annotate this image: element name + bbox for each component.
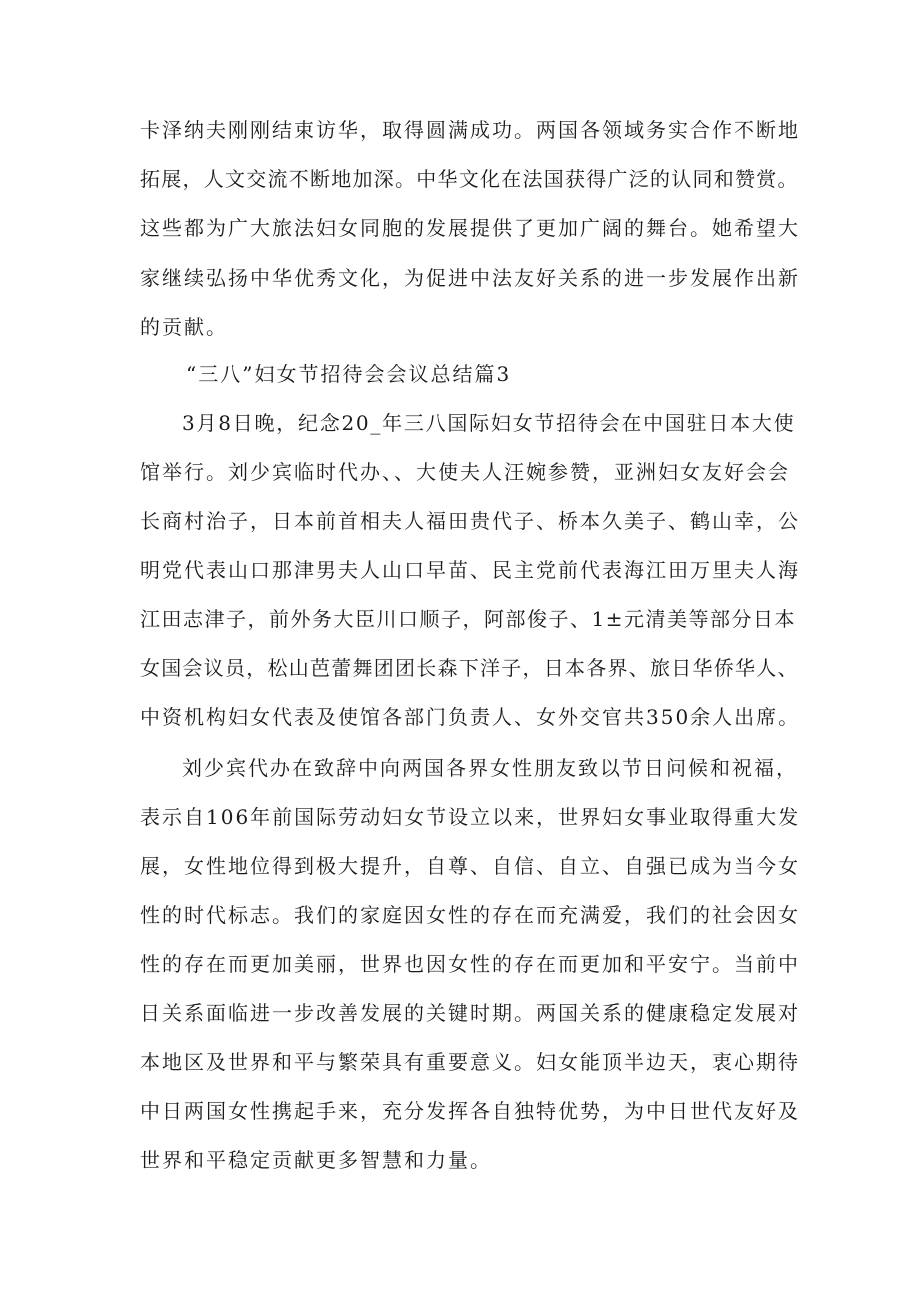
text-line: 性的时代标志。我们的家庭因女性的存在而充满爱，我们的社会因女: [140, 903, 800, 927]
text-line: 女国会议员，松山芭蕾舞团团长森下洋子，日本各界、旅日华侨华人、: [140, 656, 799, 680]
text-line: 卡泽纳夫刚刚结束访华，取得圆满成功。两国各领域务实合作不断地: [140, 118, 800, 142]
text-line: 拓展，人文交流不断地加深。中华文化在法国获得广泛的认同和赞赏。: [140, 167, 799, 191]
text-line: 3月8日晚，纪念20_年三八国际妇女节招待会在中国驻日本大使: [182, 411, 796, 435]
text-line: 表示自106年前国际劳动妇女节设立以来，世界妇女事业取得重大发: [140, 805, 801, 829]
text-line: 性的存在而更加美丽，世界也因女性的存在而更加和平安宁。当前中: [140, 952, 800, 976]
text-line: 日关系面临进一步改善发展的关键时期。两国关系的健康稳定发展对: [140, 1001, 800, 1025]
text-line: 江田志津子，前外务大臣川口顺子，阿部俊子、1±元清美等部分日本: [140, 607, 796, 631]
text-line: 刘少宾代办在致辞中向两国各界女性朋友致以节日问候和祝福，: [182, 756, 798, 780]
text-line: 展，女性地位得到极大提升，自尊、自信、自立、自强已成为当今女: [140, 854, 800, 878]
section-heading: “三八”妇女节招待会会议总结篇3: [186, 362, 512, 386]
text-line: 明党代表山口那津男夫人山口早苗、民主党前代表海江田万里夫人海: [140, 558, 800, 582]
text-line: 世界和平稳定贡献更多智慧和力量。: [140, 1148, 492, 1172]
text-line: 本地区及世界和平与繁荣具有重要意义。妇女能顶半边天，衷心期待: [140, 1050, 800, 1074]
text-line: 中资机构妇女代表及使馆各部门负责人、女外交官共350余人出席。: [140, 705, 801, 729]
text-line: 馆举行。刘少宾临时代办、、大使夫人汪婉参赞，亚洲妇女友好会会: [140, 460, 790, 484]
text-line: 的贡献。: [140, 315, 228, 339]
text-line: 这些都为广大旅法妇女同胞的发展提供了更加广阔的舞台。她希望大: [140, 216, 800, 240]
text-line: 家继续弘扬中华优秀文化，为促进中法友好关系的进一步发展作出新: [140, 266, 800, 290]
text-line: 中日两国女性携起手来，充分发挥各自独特优势，为中日世代友好及: [140, 1099, 800, 1123]
text-line: 长商村治子，日本前首相夫人福田贵代子、桥本久美子、鹤山幸，公: [140, 509, 800, 533]
